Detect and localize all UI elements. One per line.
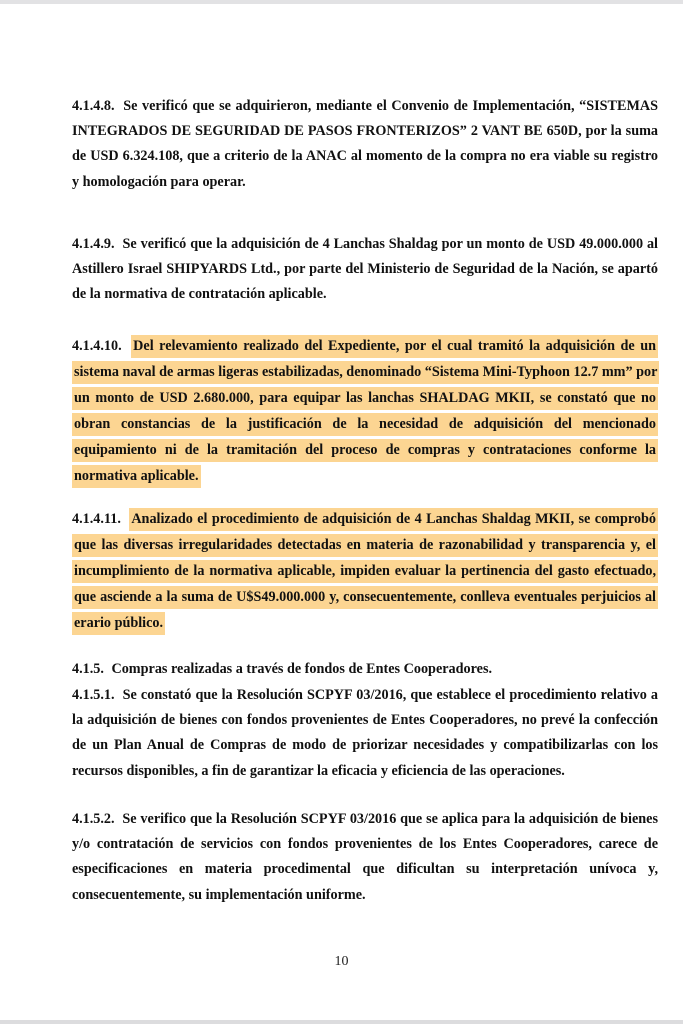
section-heading-4-1-5 <box>72 657 492 682</box>
paragraph-text: Se verificó que se adquirieron, mediante el Convenio de Implementación, “SISTEMAS INTEGRADOS DE SEGURIDAD DE PASOS FRONTERIZOS” 2 VANT BE 650D, por la suma de USD 6.324.108, que a criterio de la ANAC al momento de la compra no era viable su registro y homologación para operar. <box>72 98 658 190</box>
bottom-edge <box>0 1020 683 1024</box>
paragraph-number: 4.1.5.2. <box>72 811 115 827</box>
highlighted-text: Del relevamiento realizado del Expediente, por el cual tramitó la adquisición de un sistema naval de armas ligeras estabilizadas, denominado “Sistema Mini-Typhoon 12.7 mm” por un monto de USD 2.680.000, para equipar las lanchas SHALDAG MKII, se constató que no obran constancias de la justificación de la necesidad de adquisición del mencionado equipamiento ni de la tramitación del proceso de compras y contrataciones conforme la normativa aplicable. <box>72 335 659 488</box>
section-title: Compras realizadas a través de fondos de Entes Cooperadores. <box>111 661 493 677</box>
paragraph-4-1-5-2 <box>72 807 658 908</box>
paragraph-4-1-4-11 <box>72 506 658 636</box>
paragraph-4-1-4-8 <box>72 94 658 195</box>
top-edge <box>0 0 683 4</box>
paragraph-4-1-5-1 <box>72 683 658 784</box>
page-number: 10 <box>334 954 349 969</box>
paragraph-number: 4.1.5.1. <box>72 687 115 703</box>
paragraph-text: Se verifico que la Resolución SCPYF 03/2016 que se aplica para la adquisición de bienes y/o contratación de servicios con fondos provenientes de los Entes Cooperadores, carece de especificaciones en materia procedimental que dificultan su interpretación unívoca y, consecuentemente, su implementación uniforme. <box>72 811 658 903</box>
paragraph-text: Se constató que la Resolución SCPYF 03/2016, que establece el procedimiento relativo a la adquisición de bienes con fondos provenientes de Entes Cooperadores, no prevé la confección de un Plan Anual de Compras de modo de priorizar necesidades y compatibilizarlas con los recursos disponibles, a fin de garantizar la eficacia y eficiencia de las operaciones. <box>72 687 659 779</box>
highlighted-text: Analizado el procedimiento de adquisición de 4 Lanchas Shaldag MKII, se comprobó que las diversas irregularidades detectadas en materia de razonabilidad y transparencia y, el incumplimiento de la normativa aplicable, impiden evaluar la pertinencia del gasto efectuado, que asciende a la suma de U$S49.000.000 y, consecuentemente, conlleva eventuales perjuicios al erario público. <box>72 508 658 635</box>
paragraph-4-1-4-9 <box>72 232 658 308</box>
paragraph-number: 4.1.4.9. <box>72 236 115 252</box>
section-number: 4.1.5. <box>72 661 104 677</box>
paragraph-number: 4.1.4.8. <box>72 98 115 114</box>
paragraph-number: 4.1.4.10. <box>72 338 122 354</box>
paragraph-text: Se verificó que la adquisición de 4 Lanchas Shaldag por un monto de USD 49.000.000 al Astillero Israel SHIPYARDS Ltd., por parte del Ministerio de Seguridad de la Nación, se apartó de la normativa de contratación aplicable. <box>72 236 658 303</box>
paragraph-4-1-4-10 <box>72 333 658 489</box>
paragraph-number: 4.1.4.11. <box>72 511 121 527</box>
